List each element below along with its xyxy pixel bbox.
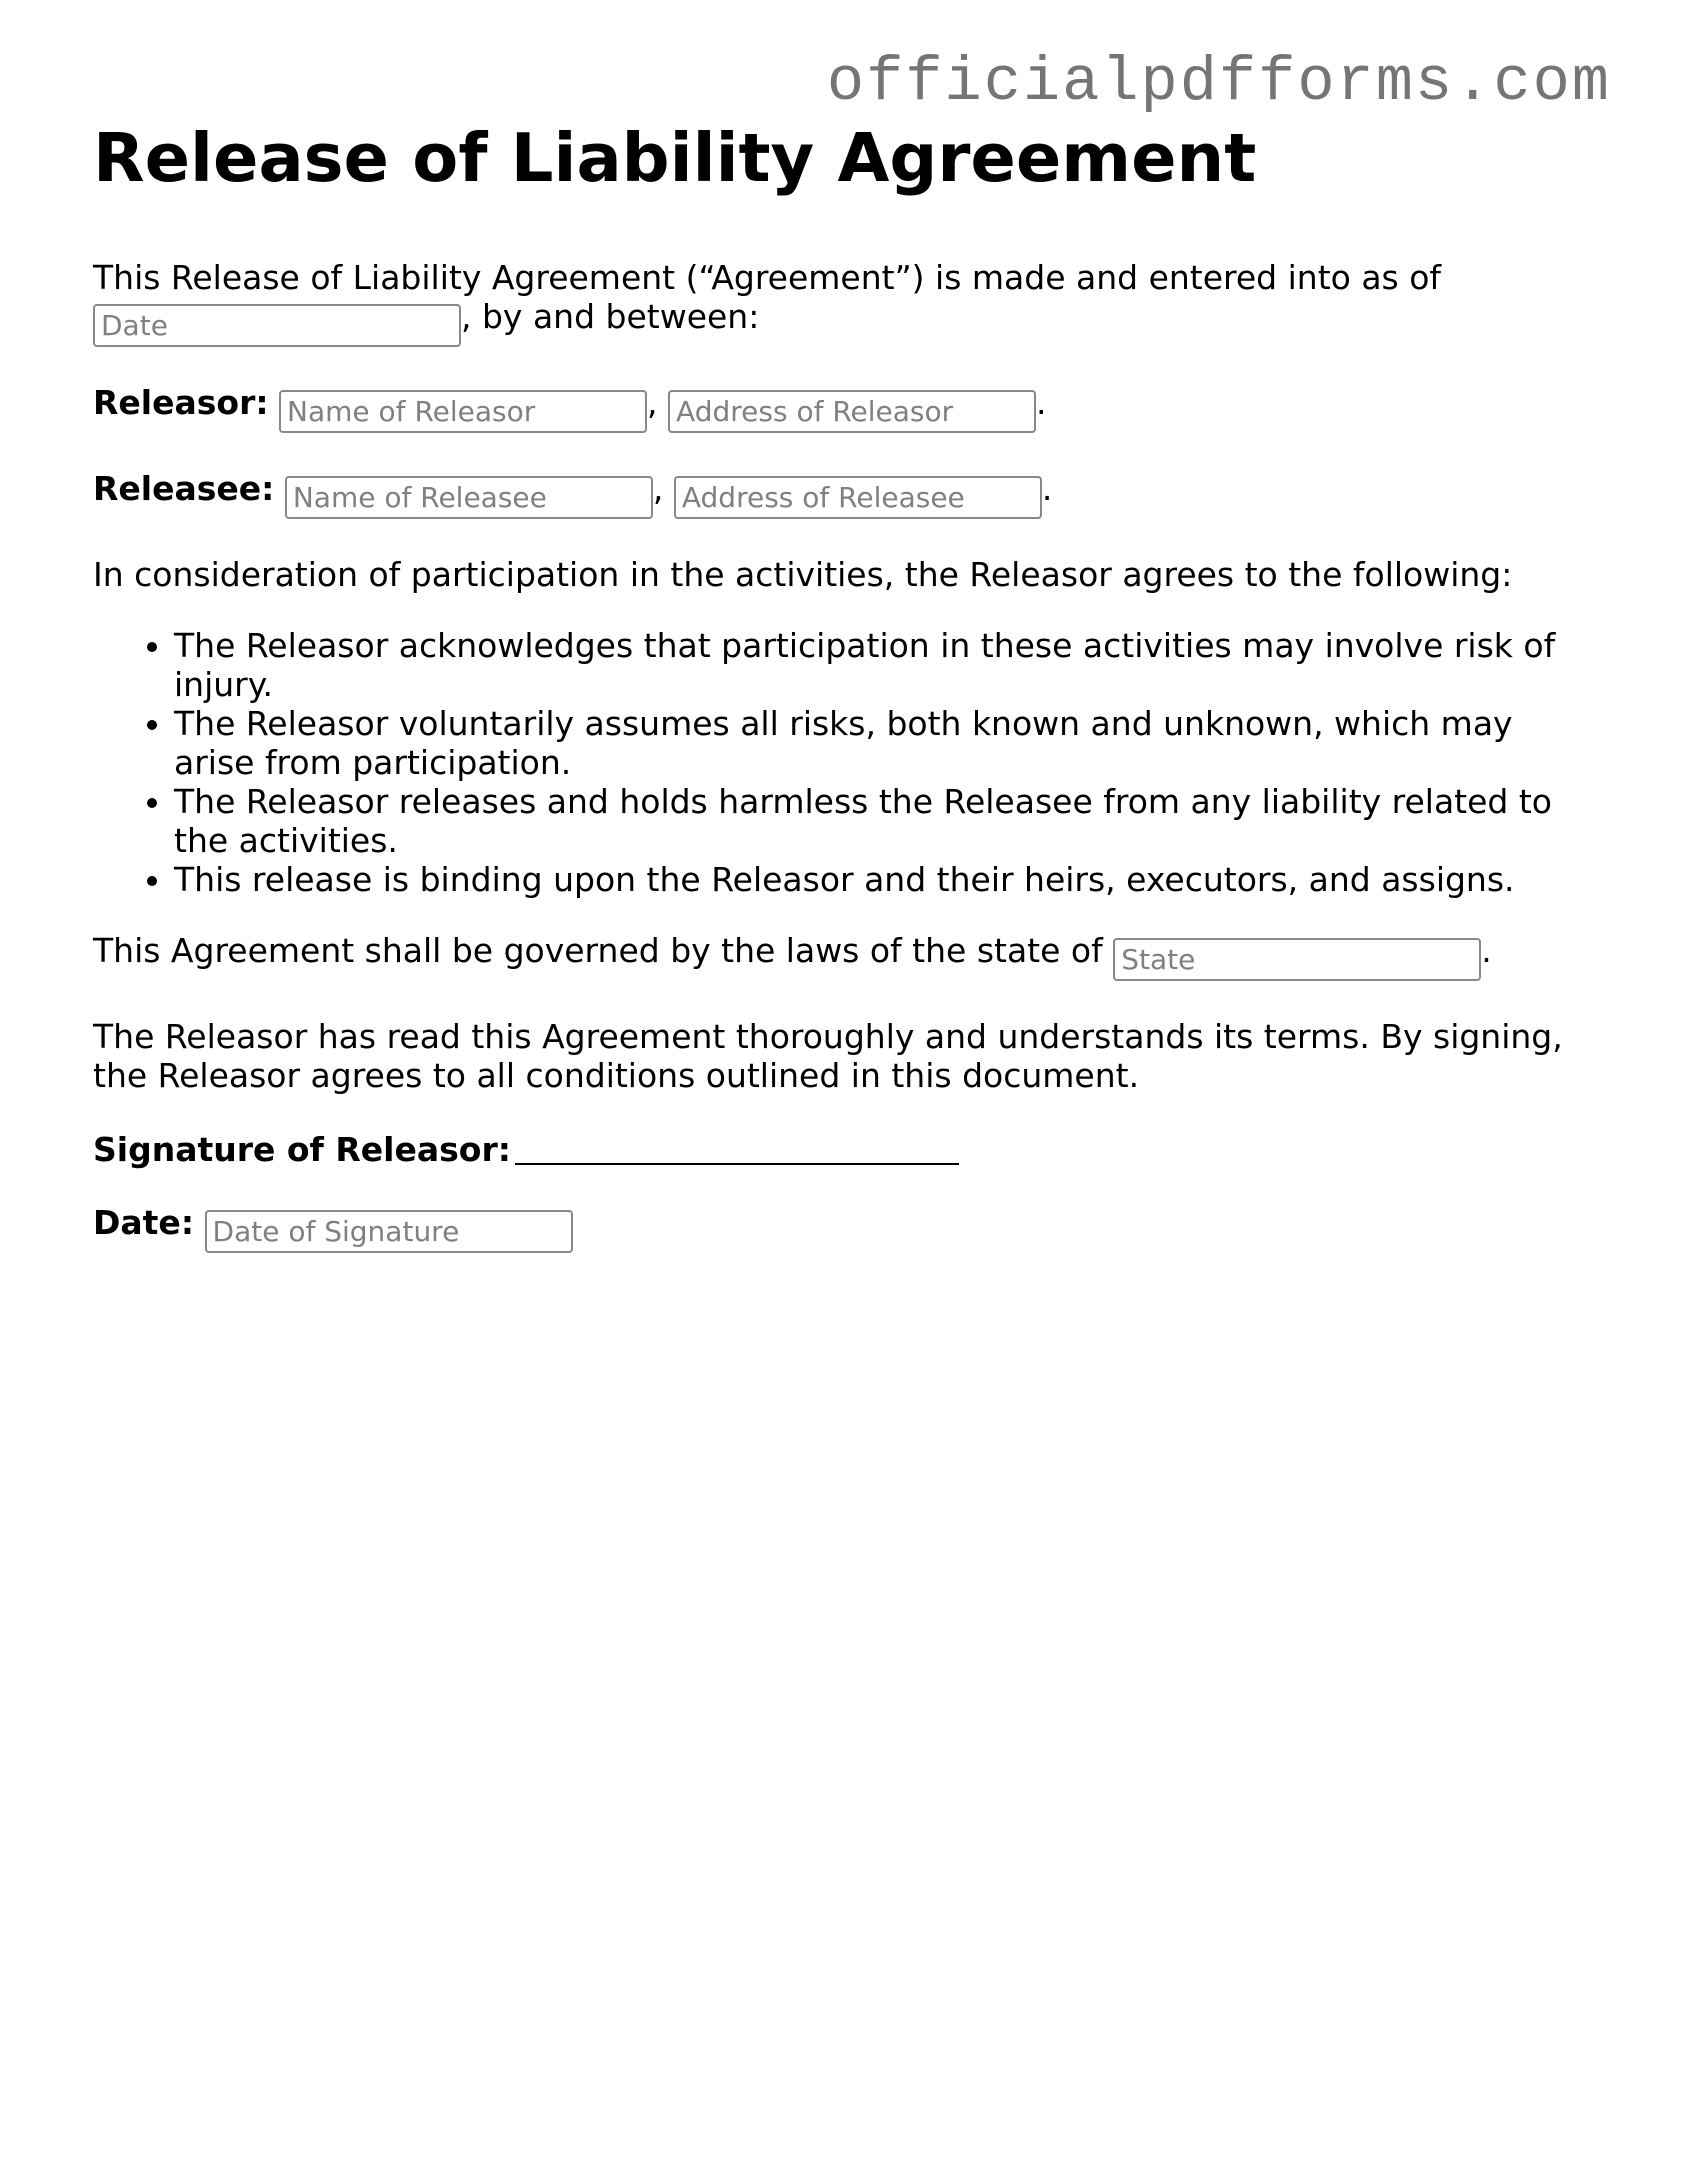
releasor-row <box>93 383 1593 433</box>
releasor-end: . <box>1036 383 1047 422</box>
signature-label: Signature of Releasor: <box>93 1130 511 1169</box>
governing-law-end: . <box>1481 931 1492 970</box>
signature-date-input[interactable] <box>205 1210 573 1253</box>
releasee-separator: , <box>652 469 664 508</box>
signature-date-row <box>93 1203 1593 1253</box>
releasor-separator: , <box>647 383 658 422</box>
intro-text-after: , by and between: <box>461 297 760 336</box>
governing-law-paragraph <box>93 931 1593 981</box>
term-item: • The Releasor releases and holds harmless the Releasee from any liability related to the activities. <box>174 782 1593 860</box>
document-page <box>93 118 1593 1253</box>
intro-paragraph <box>93 258 1593 347</box>
releasee-name-input[interactable] <box>285 476 653 519</box>
releasee-row <box>93 469 1593 519</box>
acknowledgement-paragraph: The Releasor has read this Agreement thoroughly and understands its terms. By signing, the Releasor agrees to all conditions outlined in this document. <box>93 1017 1563 1095</box>
document-title: Release of Liability Agreement <box>93 119 1257 197</box>
signature-line[interactable] <box>515 1129 959 1165</box>
state-input[interactable] <box>1113 938 1481 981</box>
term-item: • This release is binding upon the Releasor and their heirs, executors, and assigns. <box>174 860 1593 899</box>
governing-law-text: This Agreement shall be governed by the laws of the state of <box>93 931 1103 970</box>
agreement-date-input[interactable] <box>93 304 461 347</box>
releasor-address-input[interactable] <box>668 390 1036 433</box>
consideration-paragraph: In consideration of participation in the activities, the Releasor agrees to the following: <box>93 555 1513 594</box>
releasee-end: . <box>1041 469 1053 508</box>
terms-list <box>93 626 1593 899</box>
releasor-label: Releasor: <box>93 383 269 422</box>
releasee-address-input[interactable] <box>674 476 1042 519</box>
watermark: officialpdfforms.com <box>826 47 1611 118</box>
releasee-label: Releasee: <box>93 469 275 508</box>
signature-date-label: Date: <box>93 1203 195 1242</box>
term-item: • The Releasor acknowledges that participation in these activities may involve risk of injury. <box>174 626 1593 704</box>
intro-text: This Release of Liability Agreement (“Agreement”) is made and entered into as of <box>93 258 1442 297</box>
term-item: • The Releasor voluntarily assumes all risks, both known and unknown, which may arise from participation. <box>174 704 1593 782</box>
signature-row <box>93 1129 1593 1169</box>
releasor-name-input[interactable] <box>279 390 647 433</box>
